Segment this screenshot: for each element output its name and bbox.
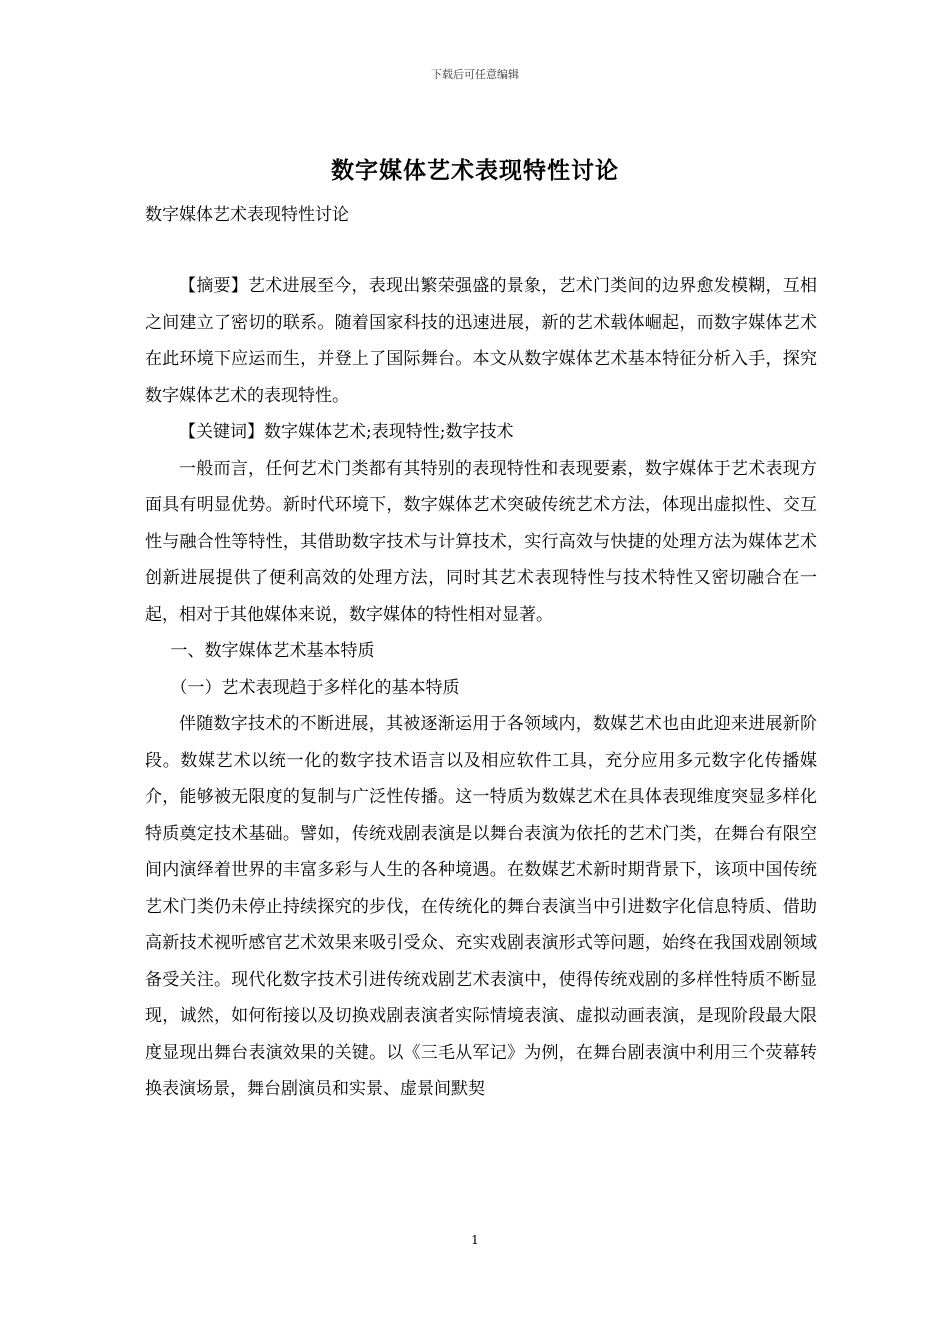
document-title: 数字媒体艺术表现特性讨论 xyxy=(331,157,619,184)
page-header: 下载后可任意编辑 xyxy=(431,68,519,81)
subsection-heading: （一）艺术表现趋于多样化的基本特质 xyxy=(170,677,460,698)
page-number: 1 xyxy=(471,1233,479,1247)
document-subtitle: 数字媒体艺术表现特性讨论 xyxy=(145,205,349,225)
abstract-paragraph: 【摘要】艺术进展至今，表现出繁荣强盛的景象，艺术门类间的边界愈发模糊，互相之间建立了密切的联系。随着国家科技的迅速进展，新的艺术载体崛起，而数字媒体艺术在此环境下应运而生，并登上了国际舞台。本文从数字媒体艺术基本特征分析入手，探究数字媒体艺术的表现特性。 xyxy=(145,276,817,406)
document-body xyxy=(145,268,817,1108)
keywords-paragraph: 【关键词】数字媒体艺术;表现特性;数字技术 xyxy=(179,422,514,442)
section-heading: 一、数字媒体艺术基本特质 xyxy=(170,641,375,661)
intro-paragraph: 一般而言，任何艺术门类都有其特别的表现特性和表现要素，数字媒体于艺术表现方面具有明显优势。新时代环境下，数字媒体艺术突破传统艺术方法，体现出虚拟性、交互性与融合性等特性，其借助数字技术与计算技术，实行高效与快捷的处理方法为媒体艺术创新进展提供了便利高效的处理方法，同时其艺术表现特性与技术特性又密切融合在一起，相对于其他媒体来说，数字媒体的特性相对显著。 xyxy=(145,458,817,625)
body-paragraph: 伴随数字技术的不断进展，其被逐渐运用于各领域内，数媒艺术也由此迎来进展新阶段。数媒艺术以统一化的数字技术语言以及相应软件工具，充分应用多元数字化传播媒介，能够被无限度的复制与广泛性传播。这一特质为数媒艺术在具体表现维度突显多样化特质奠定技术基础。譬如，传统戏剧表演是以舞台表演为依托的艺术门类，在舞台有限空间内演绎着世界的丰富多彩与人生的各种境遇。在数媒艺术新时期背景下，该项中国传统艺术门类仍未停止持续探究的步伐，在传统化的舞台表演当中引进数字化信息特质、借助高新技术视听感官艺术效果来吸引受众、充实戏剧表演形式等问题，始终在我国戏剧领域备受关注。现代化数字技术引进传统戏剧艺术表演中，使得传统戏剧的多样性特质不断显现，诚然，如何衔接以及切换戏剧表演者实际情境表演、虚拟动画表演，是现阶段最大限度显现出舞台表演效果的关键。以《三毛从军记》为例，在舞台剧表演中利用三个荧幕转换表演场景，舞台剧演员和实景、虚景间默契 xyxy=(145,714,817,1099)
